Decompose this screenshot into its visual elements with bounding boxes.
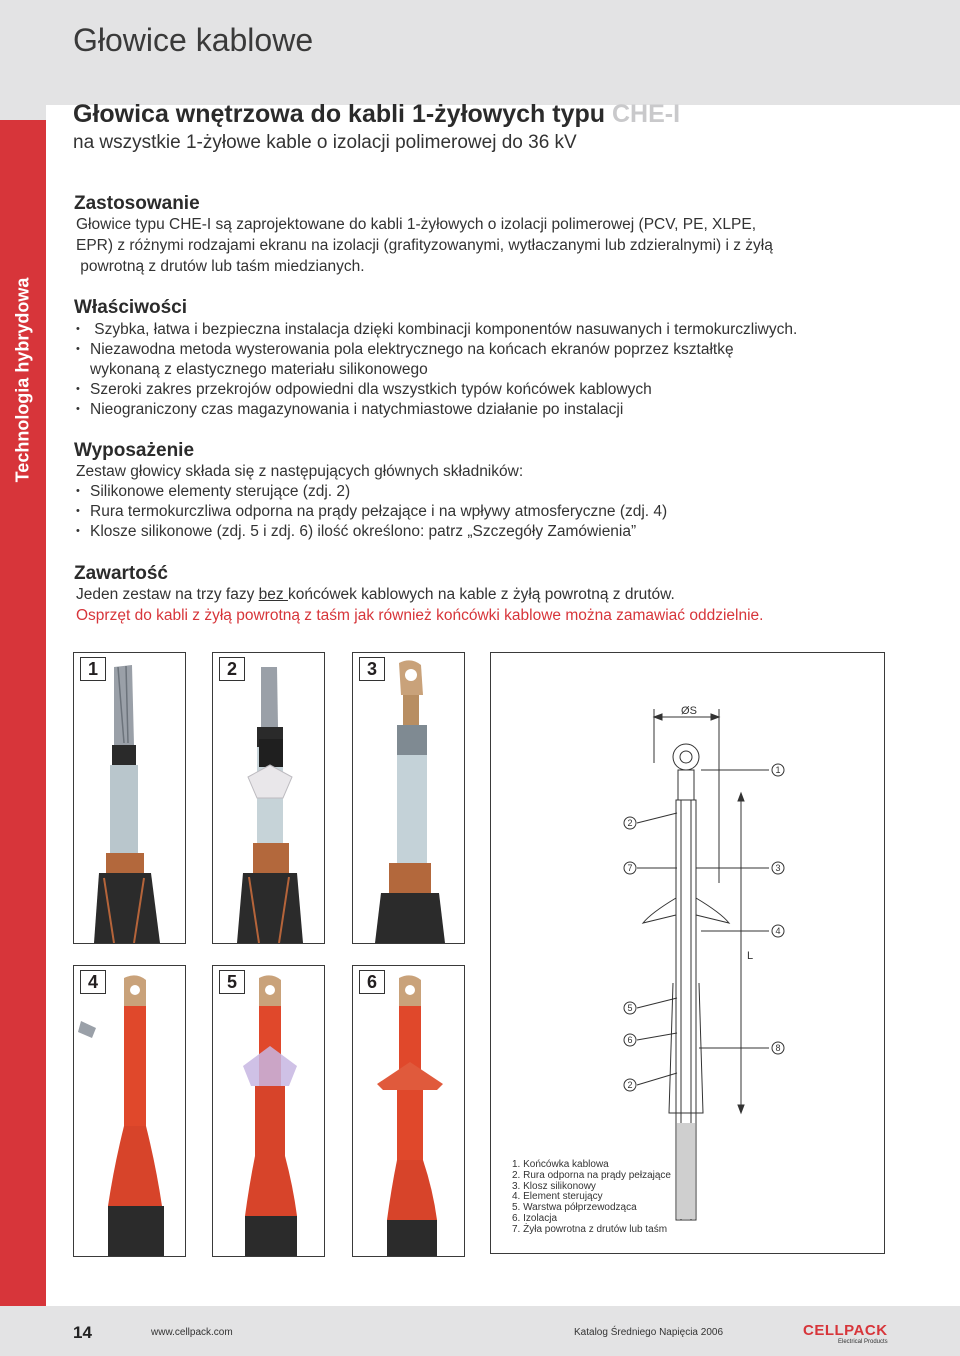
cable-prepared-illustration xyxy=(74,653,185,943)
heat-shrink-tube-illustration xyxy=(74,966,185,1256)
photo-3 xyxy=(352,652,465,944)
list-item: • Niezawodna metoda wysterowania pola elektrycznego na końcach ekranów poprzez kształtkę xyxy=(76,340,797,360)
text-line: EPR) z różnymi rodzajami ekranu na izolacji (grafityzowanymi, wytłaczanymi lub zdzieralnymi) i z żyłą xyxy=(76,237,773,254)
section-heading-wyposazenie: Wyposażenie xyxy=(74,440,195,461)
wyposazenie-intro: Zestaw głowicy składa się z następujących głównych składników: xyxy=(76,463,524,480)
legend-item: 4. Element sterujący xyxy=(512,1191,603,1203)
photo-number: 5 xyxy=(219,970,245,994)
product-title-text: Głowica wnętrzowa do kabli 1-żyłowych typu xyxy=(73,100,612,128)
legend-item: 5. Warstwa półprzewodząca xyxy=(512,1202,637,1214)
product-code: CHE-I xyxy=(612,100,681,128)
wlasciwosci-list xyxy=(76,320,797,420)
legend-item: 3. Klosz silikonowy xyxy=(512,1180,596,1192)
photo-number: 4 xyxy=(80,970,106,994)
sidebar-top xyxy=(0,0,46,120)
page-number: 14 xyxy=(73,1323,92,1342)
photo-4 xyxy=(73,965,186,1257)
photo-6 xyxy=(352,965,465,1257)
callout-6: 6 xyxy=(627,1035,633,1045)
legend-item: 1. Końcówka kablowa xyxy=(512,1159,609,1170)
list-item: • Silikonowe elementy sterujące (zdj. 2) xyxy=(76,482,667,502)
zastosowanie-text xyxy=(76,214,773,277)
callout-1: 1 xyxy=(775,765,781,775)
finished-termination-illustration xyxy=(353,966,464,1256)
section-heading-zastosowanie: Zastosowanie xyxy=(74,193,200,214)
sidebar-label: Technologia hybrydowa xyxy=(12,277,33,483)
footer-catalog-title: Katalog Średniego Napięcia 2006 xyxy=(574,1327,723,1338)
text-span: końcówek kablowych na kable z żyłą powrotną z drutów. xyxy=(287,586,675,603)
list-item: • Rura termokurczliwa odporna na prądy pełzające i na wpływy atmosferyczne (zdj. 4) xyxy=(76,502,667,522)
callout-3: 3 xyxy=(775,863,781,873)
list-item: • Szeroki zakres przekrojów odpowiedni dla wszystkich typów końcówek kablowych xyxy=(76,380,797,400)
callout-4: 4 xyxy=(775,926,781,936)
zawartosc-line-2: Osprzęt do kabli z żyłą powrotną z taśm jak również końcówki kablowe można zamawiać oddzielnie. xyxy=(76,607,764,624)
cable-with-stress-control-illustration xyxy=(213,653,324,943)
diagram-legend xyxy=(512,1160,671,1236)
legend-item: 2. Rura odporna na prądy pełzające xyxy=(512,1169,671,1181)
cable-with-lug-illustration xyxy=(353,653,464,943)
callout-2: 2 xyxy=(627,818,633,828)
underlined-text: bez xyxy=(258,586,288,603)
list-item: • Klosze silikonowe (zdj. 5 i zdj. 6) ilość określono: patrz „Szczegóły Zamówienia” xyxy=(76,522,667,542)
callout-8: 8 xyxy=(775,1043,781,1053)
footer-url[interactable]: www.cellpack.com xyxy=(151,1327,233,1338)
zawartosc-line-1 xyxy=(76,584,675,605)
list-item: • Szybka, łatwa i bezpieczna instalacja dzięki kombinacji komponentów nasuwanych i termokurczliwych. xyxy=(76,320,797,340)
dimension-length-label: L xyxy=(747,950,754,962)
photo-number: 2 xyxy=(219,657,245,681)
page-title: Głowice kablowe xyxy=(73,22,314,58)
wyposazenie-list xyxy=(76,482,667,542)
section-heading-wlasciwosci: Właściwości xyxy=(74,297,187,318)
list-item-continuation: wykonaną z elastycznego materiału silikonowego xyxy=(90,361,428,378)
list-item: • Nieograniczony czas magazynowania i natychmiastowe działanie po instalacji xyxy=(76,400,797,420)
photo-2 xyxy=(212,652,325,944)
text-line: powrotną z drutów lub taśm miedzianych. xyxy=(76,258,365,275)
photo-number: 6 xyxy=(359,970,385,994)
legend-item: 7. Żyła powrotna z drutów lub taśm xyxy=(512,1223,668,1235)
photo-1 xyxy=(73,652,186,944)
dimension-diameter-label: ØS xyxy=(681,705,697,717)
callout-7: 7 xyxy=(627,863,633,873)
photo-5 xyxy=(212,965,325,1257)
section-heading-zawartosc: Zawartość xyxy=(74,563,168,584)
product-subtitle: na wszystkie 1-żyłowe kable o izolacji polimerowej do 36 kV xyxy=(73,132,577,153)
callout-2b: 2 xyxy=(627,1080,633,1090)
brand-tagline: Electrical Products xyxy=(838,1339,888,1345)
photo-number: 3 xyxy=(359,657,385,681)
photo-number: 1 xyxy=(80,657,106,681)
callout-5: 5 xyxy=(627,1003,633,1013)
legend-item: 6. Izolacja xyxy=(512,1212,558,1224)
product-title xyxy=(73,100,680,129)
text-span: Jeden zestaw na trzy fazy xyxy=(76,586,259,603)
text-line: Głowice typu CHE-I są zaprojektowane do kabli 1-żyłowych o izolacji polimerowej (PCV, PE, XLPE, xyxy=(76,216,756,233)
silicone-shed-installation-illustration xyxy=(213,966,324,1256)
brand-logo: CELLPACK xyxy=(803,1322,888,1339)
